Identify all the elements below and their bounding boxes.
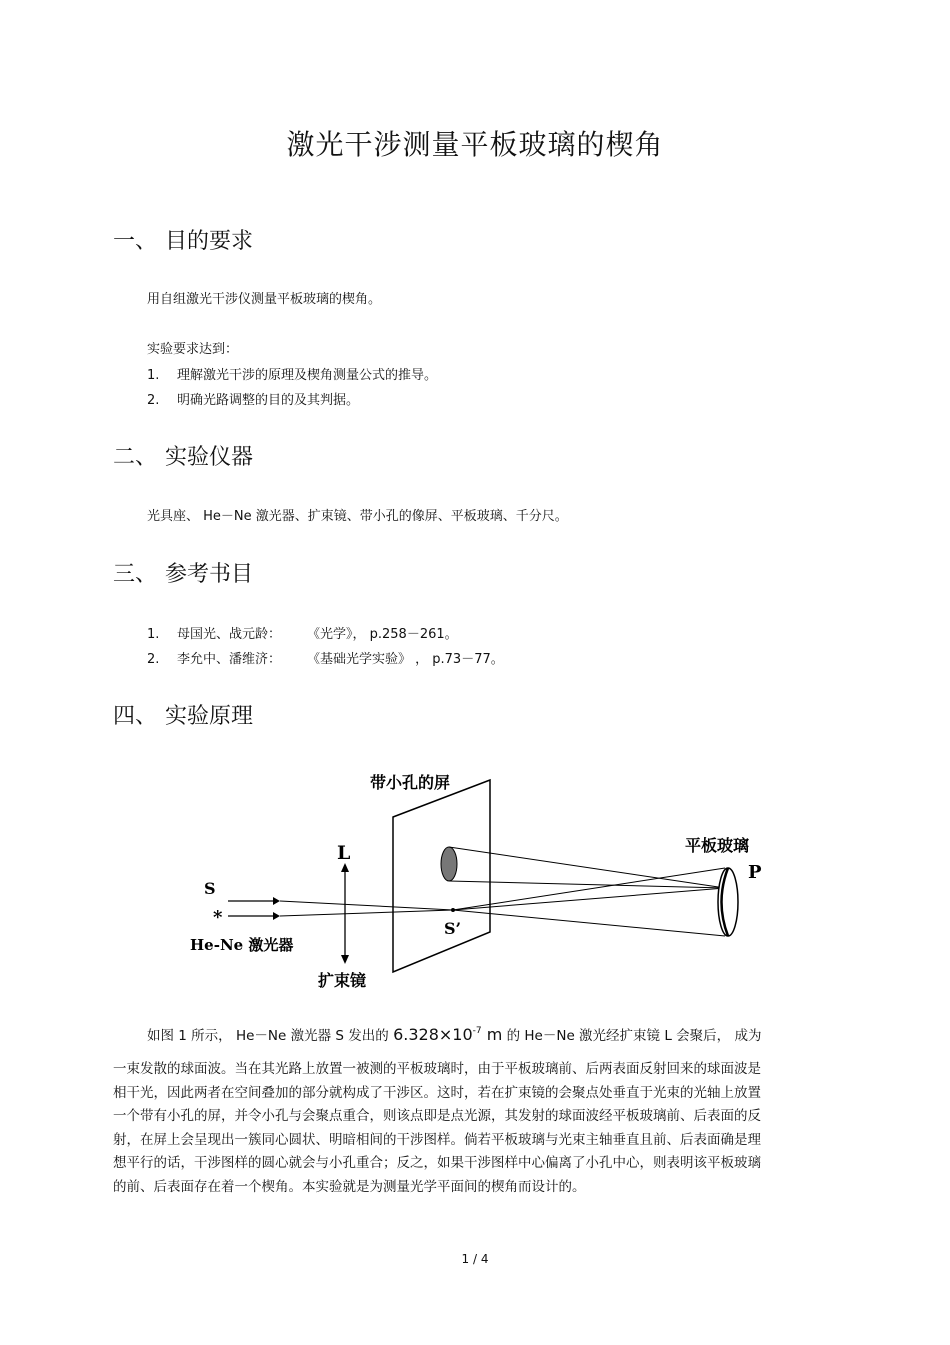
diverging-ray-upper xyxy=(453,868,725,910)
section-title: 实验原理 xyxy=(165,704,254,729)
arrow-right-icon xyxy=(273,897,280,905)
page-number: 1 / 4 xyxy=(461,1252,489,1266)
section-title: 参考书目 xyxy=(165,562,254,587)
focus-label: S’ xyxy=(444,919,462,938)
expander-label: 扩束镜 xyxy=(318,971,367,990)
source-star: * xyxy=(213,907,223,928)
list-number: 2. xyxy=(147,393,160,408)
principle-text: 的 He－Ne 激光经扩束镜 L 会聚后， 成为 xyxy=(506,1028,762,1044)
principle-first-line xyxy=(147,1024,761,1044)
section-number: 一、 xyxy=(113,229,158,254)
section-heading-purpose xyxy=(113,224,253,255)
list-item xyxy=(147,364,437,383)
list-number: 2. xyxy=(147,652,160,667)
diverging-ray-axis xyxy=(453,888,725,910)
instruments-list: 光具座、 He－Ne 激光器、扩束镜、带小孔的像屏、平板玻璃、千分尺。 xyxy=(147,509,568,524)
wavelength-value xyxy=(393,1025,502,1044)
list-text: 理解激光干涉的原理及楔角测量公式的推导。 xyxy=(177,368,438,383)
reference-book: 《光学》， p.258－261。 xyxy=(307,627,458,642)
section-title: 目的要求 xyxy=(165,229,254,254)
list-number: 1. xyxy=(147,627,160,642)
optical-setup-diagram xyxy=(180,760,780,1000)
p-label: P xyxy=(748,862,762,883)
purpose-intro: 用自组激光干涉仪测量平板玻璃的楔角。 xyxy=(147,292,382,307)
reference-book: 《基础光学实验》 ， p.73－77。 xyxy=(307,652,504,667)
document-title: 激光干涉测量平板玻璃的楔角 xyxy=(286,128,664,161)
arrow-up-icon xyxy=(341,863,349,872)
section-title: 实验仪器 xyxy=(165,445,254,470)
list-number: 1. xyxy=(147,368,160,383)
plate-label: 平板玻璃 xyxy=(685,836,750,855)
reference-item xyxy=(147,648,504,667)
section-heading-principle xyxy=(113,699,253,730)
requirements-label: 实验要求达到： xyxy=(147,342,239,357)
section-number: 三、 xyxy=(113,562,158,587)
principle-text: 如图 1 所示， He－Ne 激光器 S 发出的 xyxy=(147,1028,389,1044)
section-heading-references xyxy=(113,557,253,588)
screen-hole xyxy=(441,847,457,881)
focus-point xyxy=(451,908,455,912)
lens-label: L xyxy=(337,842,351,864)
list-text: 明确光路调整的目的及其判据。 xyxy=(177,393,360,408)
wavelength-mantissa: 6.328×10 xyxy=(393,1025,473,1044)
section-number: 二、 xyxy=(113,445,158,470)
principle-paragraph: 一束发散的球面波。当在其光路上放置一被测的平板玻璃时，由于平板玻璃前、后两表面反射回来的球面波是相干光，因此两者在空间叠加的部分就构成了干涉区。这时，若在扩束镜的会聚点处垂直于光束的光轴上放置一个带有小孔的屏，并令小孔与会聚点重合，则该点即是点光源，其发射的球面波经平板玻璃前、后表面的反射，在屏上会呈现出一簇同心圆状、明暗相间的干涉图样。倘若平板玻璃与光束主轴垂直且前、后表面确是理想平行的话，干涉图样的圆心就会与小孔重合；反之，如果干涉图样中心偏离了小孔中心，则表明该平板玻璃的前、后表面存在着一个楔角。本实验就是为测量光学平面间的楔角而设计的。 xyxy=(113,1061,761,1195)
wavelength-exponent: -7 xyxy=(472,1026,482,1036)
screen-label: 带小孔的屏 xyxy=(370,773,451,792)
section-number: 四、 xyxy=(113,704,158,729)
screen-with-hole xyxy=(393,780,490,972)
reference-item xyxy=(147,623,458,642)
reference-authors: 李允中、潘维济： xyxy=(177,652,282,667)
wavelength-unit: m xyxy=(481,1025,503,1044)
laser-label: He-Ne 激光器 xyxy=(190,936,294,954)
list-item xyxy=(147,389,359,408)
reference-authors: 母国光、战元龄： xyxy=(177,627,282,642)
arrow-right-icon xyxy=(273,912,280,920)
section-heading-instruments xyxy=(113,440,253,471)
diverging-ray-lower xyxy=(453,910,725,936)
arrow-down-icon xyxy=(341,955,349,964)
source-label: S xyxy=(204,879,216,898)
